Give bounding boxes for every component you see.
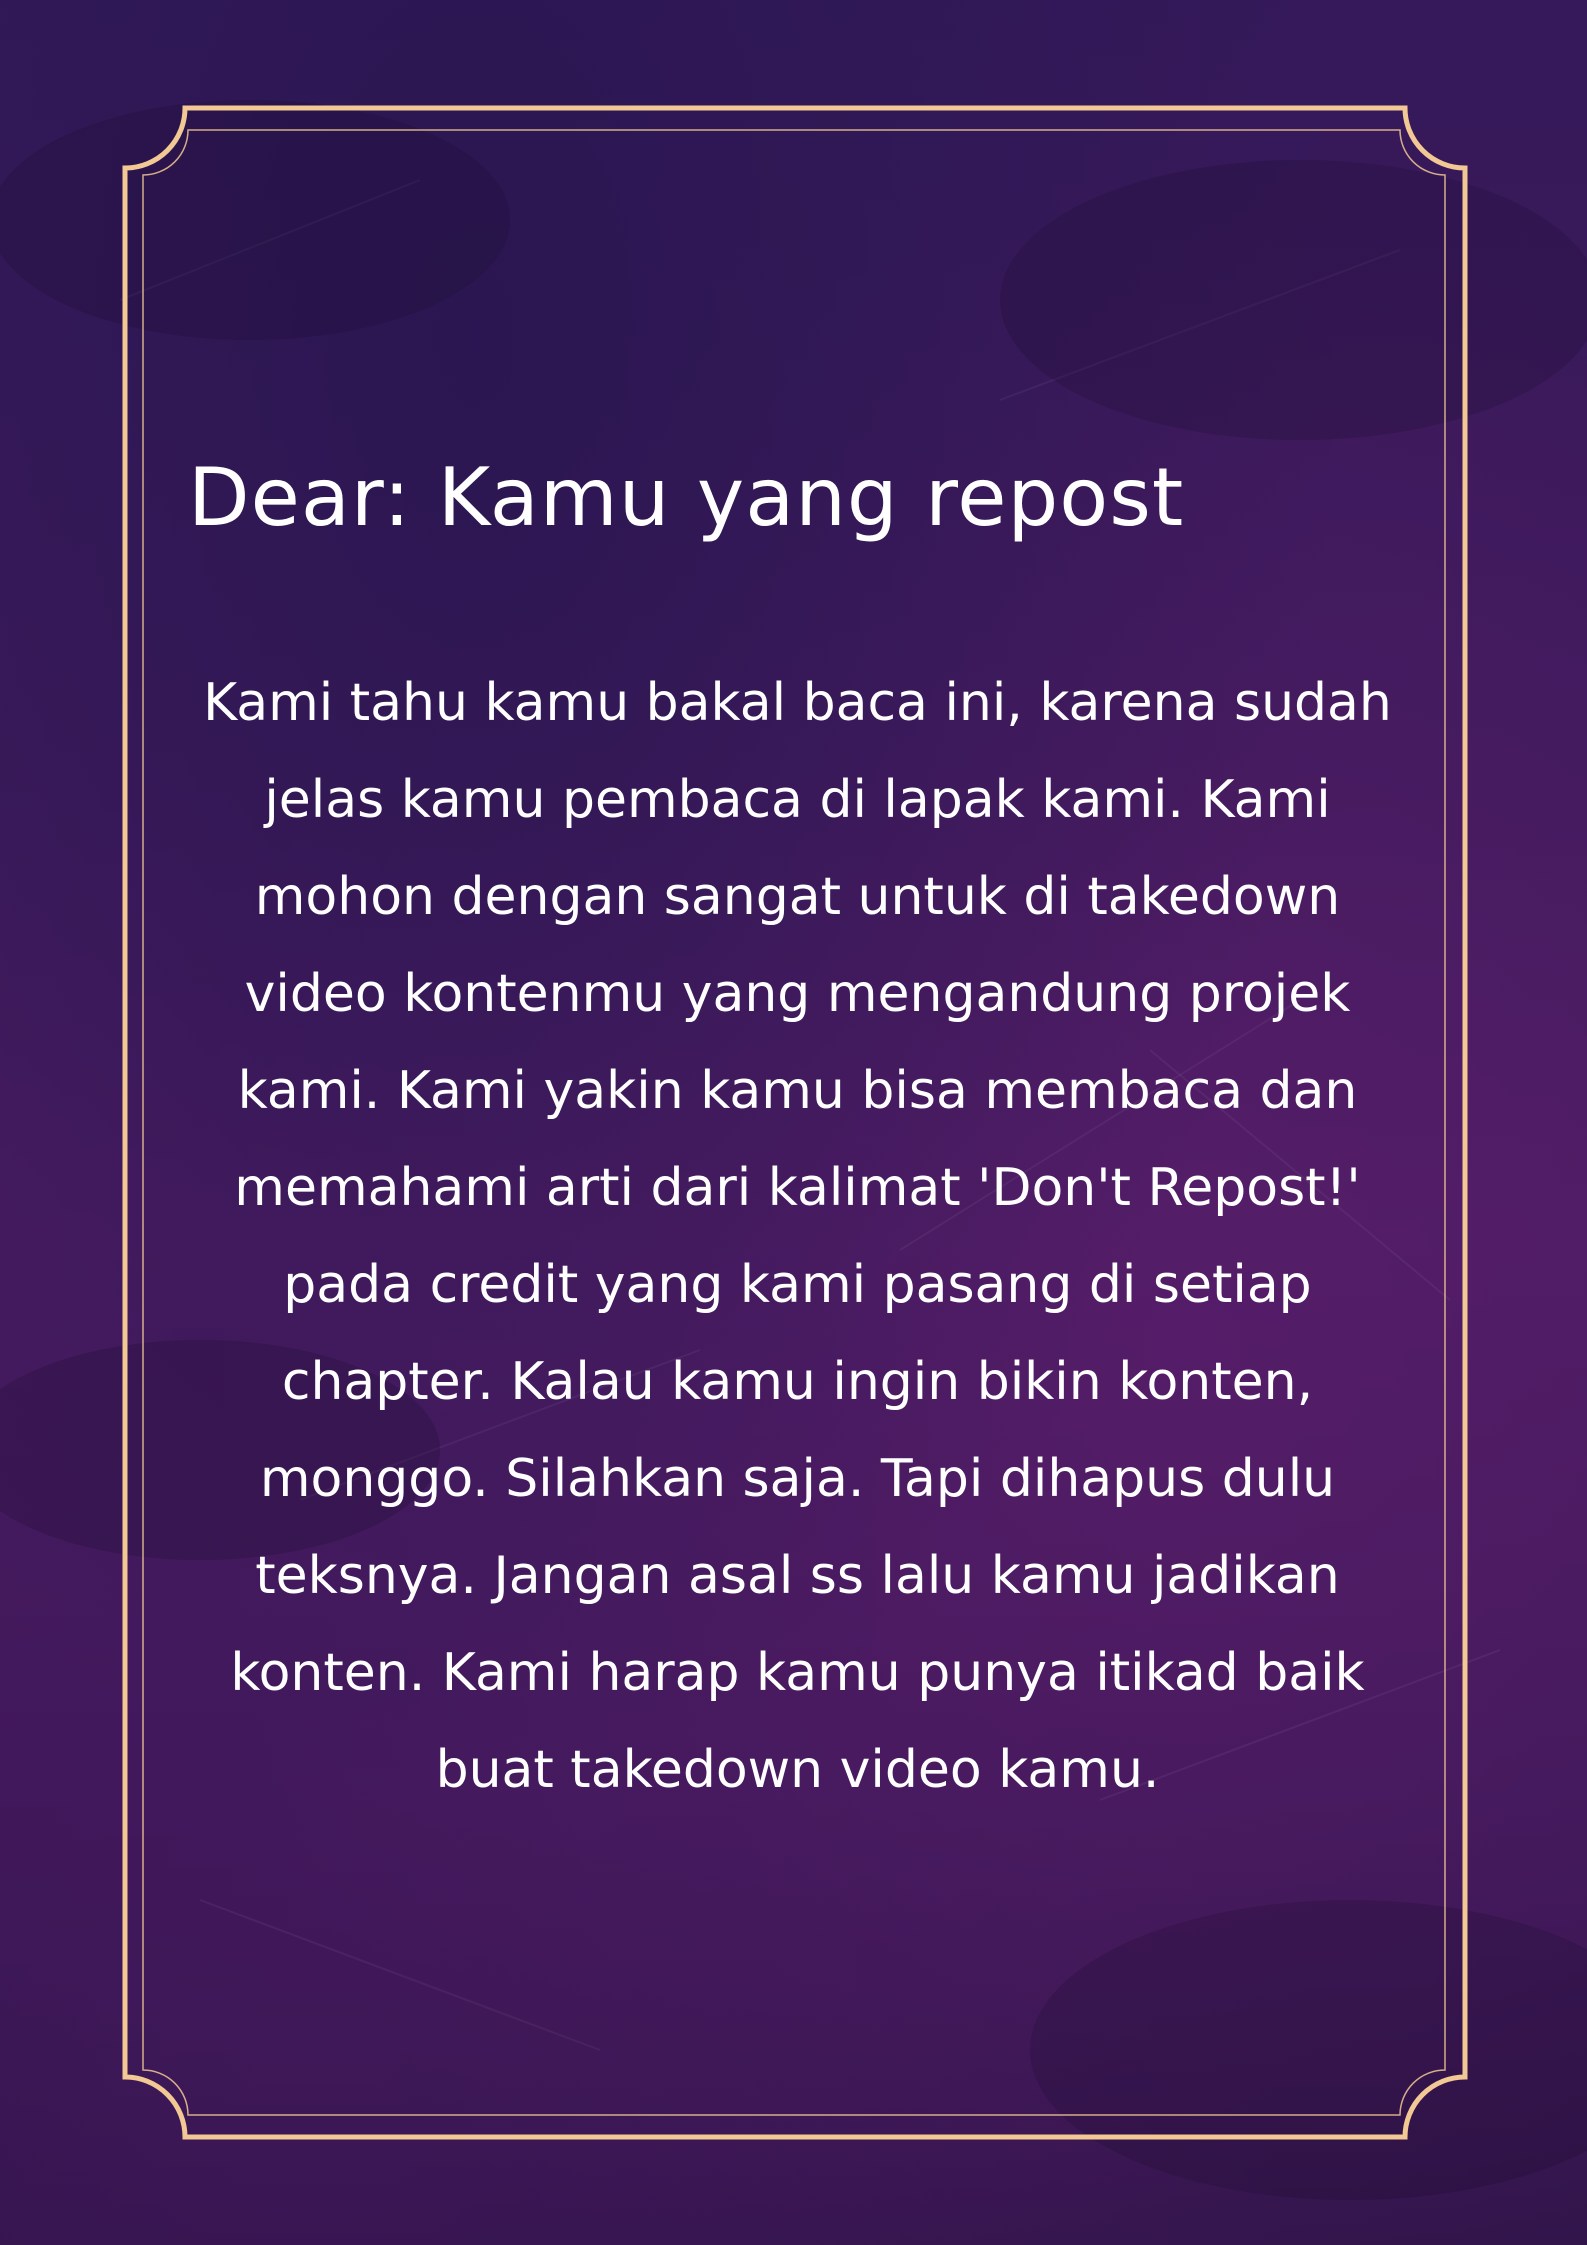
letter-body: Kami tahu kamu bakal baca ini, karena sudah jelas kamu pembaca di lapak kami. Kami mohon dengan sangat untuk di takedown video kontenmu yang mengandung projek kami. Kami yakin kamu bisa membaca dan memahami arti dari kalimat 'Don't Repost!' pada credit yang kami pasang di setiap chapter. Kalau kamu ingin bikin konten, monggo. Silahkan saja. Tapi dihapus dulu teksnya. Jangan asal ss lalu kamu jadikan konten. Kami harap kamu punya itikad baik buat takedown video kamu.: [203, 673, 1392, 1800]
letter-heading: Dear: Kamu yang repost: [188, 451, 1185, 544]
